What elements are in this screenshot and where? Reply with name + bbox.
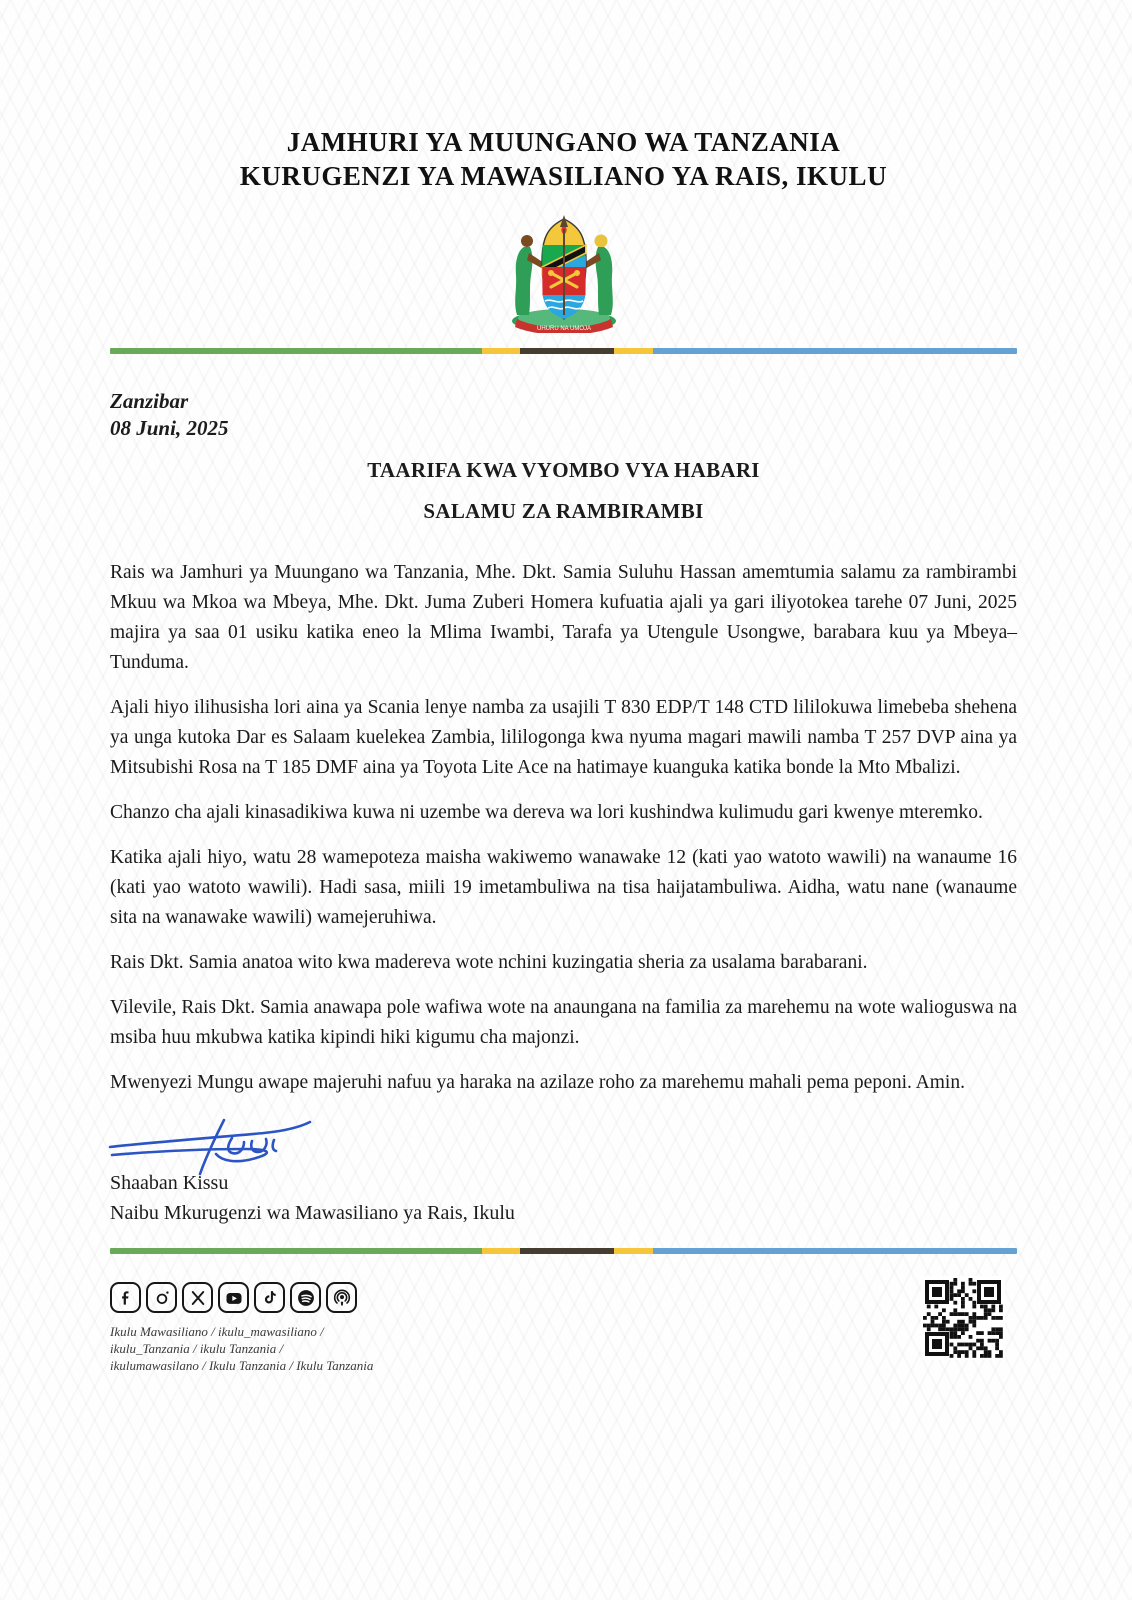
facebook-icon	[110, 1282, 141, 1313]
document-title: TAARIFA KWA VYOMBO VYA HABARI	[367, 458, 760, 482]
handles-line-2: ikulu_Tanzania / ikulu Tanzania /	[110, 1341, 284, 1356]
letterhead	[110, 125, 1017, 193]
paragraph-5: Rais Dkt. Samia anatoa wito kwa madereva wote nchini kuzingatia sheria za usalama barabarani.	[110, 952, 868, 973]
coat-of-arms	[110, 215, 1017, 338]
x-icon	[182, 1282, 213, 1313]
divider-yellow-segment	[482, 1248, 520, 1254]
flag-divider-top	[110, 348, 1017, 354]
spotify-icon	[290, 1282, 321, 1313]
youtube-icon	[218, 1282, 249, 1313]
dateline-place: Zanzibar	[110, 389, 189, 413]
signatory-name: Shaaban Kissu	[110, 1172, 229, 1194]
social-handles	[110, 1323, 1017, 1374]
paragraph-3: Chanzo cha ajali kinasadikiwa kuwa ni uzembe wa dereva wa lori kushindwa kulimudu gari kwenye mteremko.	[110, 802, 983, 823]
flag-divider-bottom	[110, 1248, 1017, 1254]
qr-code	[921, 1276, 1005, 1360]
divider-blue-segment	[653, 348, 1017, 354]
paragraph-2: Ajali hiyo ilihusisha lori aina ya Scania lenye namba za usajili T 830 EDP/T 148 CTD lililokuwa limebeba shehena ya unga kutoka Dar es Salaam kuelekea Zambia, lililogonga kwa nyuma magari mawili namba T 257 DVP aina ya Mitsubishi Rosa na T 185 DMF aina ya Toyota Lite Ace na hatimaye kuanguka katika bonde la Mto Mbalizi.	[110, 697, 1017, 778]
tiktok-icon	[254, 1282, 285, 1313]
handles-line-1: Ikulu Mawasiliano / ikulu_mawasiliano /	[110, 1324, 324, 1339]
letterhead-line2: KURUGENZI YA MAWASILIANO YA RAIS, IKULU	[239, 161, 888, 191]
instagram-icon	[146, 1282, 177, 1313]
dateline-date: 08 Juni, 2025	[110, 416, 229, 440]
handwritten-signature	[104, 1114, 334, 1176]
podcast-icon	[326, 1282, 357, 1313]
signature-block	[110, 1114, 1017, 1226]
divider-green-segment	[110, 1248, 482, 1254]
handles-line-3: ikulumawasilano / Ikulu Tanzania / Ikulu Tanzania	[110, 1358, 374, 1373]
paragraph-6: Vilevile, Rais Dkt. Samia anawapa pole wafiwa wote na anaungana na familia za marehemu na wote walioguswa na msiba huu mkubwa katika kipindi hiki kigumu cha majonzi.	[110, 997, 1017, 1048]
dateline	[110, 388, 1017, 442]
signatory-title: Naibu Mkurugenzi wa Mawasiliano ya Rais, Ikulu	[110, 1202, 515, 1224]
social-icons-row	[110, 1282, 1017, 1313]
document-subtitle: SALAMU ZA RAMBIRAMBI	[423, 499, 704, 523]
divider-yellow-segment	[614, 348, 653, 354]
divider-yellow-segment	[614, 1248, 653, 1254]
letterhead-line1: JAMHURI YA MUUNGANO WA TANZANIA	[286, 127, 841, 157]
paragraph-4: Katika ajali hiyo, watu 28 wamepoteza maisha wakiwemo wanawake 12 (kati yao watoto wawili) na wanaume 16 (kati yao watoto wawili). Hadi sasa, miili 19 imetambuliwa na tisa haijatambuliwa. Aidha, watu nane (wanaume sita na wanawake wawili) wamejeruhiwa.	[110, 847, 1017, 928]
divider-green-segment	[110, 348, 482, 354]
tanzania-coat-of-arms-graphic	[489, 215, 639, 333]
divider-black-segment	[520, 1248, 614, 1254]
divider-yellow-segment	[482, 348, 520, 354]
coat-of-arms-motto: UHURU NA UMOJA	[536, 326, 591, 332]
paragraph-1: Rais wa Jamhuri ya Muungano wa Tanzania, Mhe. Dkt. Samia Suluhu Hassan amemtumia salamu za rambirambi Mkuu wa Mkoa wa Mbeya, Mhe. Dkt. Juma Zuberi Homera kufuatia ajali ya gari iliyotokea tarehe 07 Juni, 2025 majira ya saa 01 usiku katika eneo la Mlima Iwambi, Tarafa ya Utengule Usongwe, barabara kuu ya Mbeya–Tunduma.	[110, 562, 1017, 673]
paragraph-7: Mwenyezi Mungu awape majeruhi nafuu ya haraka na azilaze roho za marehemu mahali pema peponi. Amin.	[110, 1072, 965, 1093]
footer	[110, 1282, 1017, 1374]
document-body	[110, 558, 1017, 1098]
divider-blue-segment	[653, 1248, 1017, 1254]
divider-black-segment	[520, 348, 614, 354]
